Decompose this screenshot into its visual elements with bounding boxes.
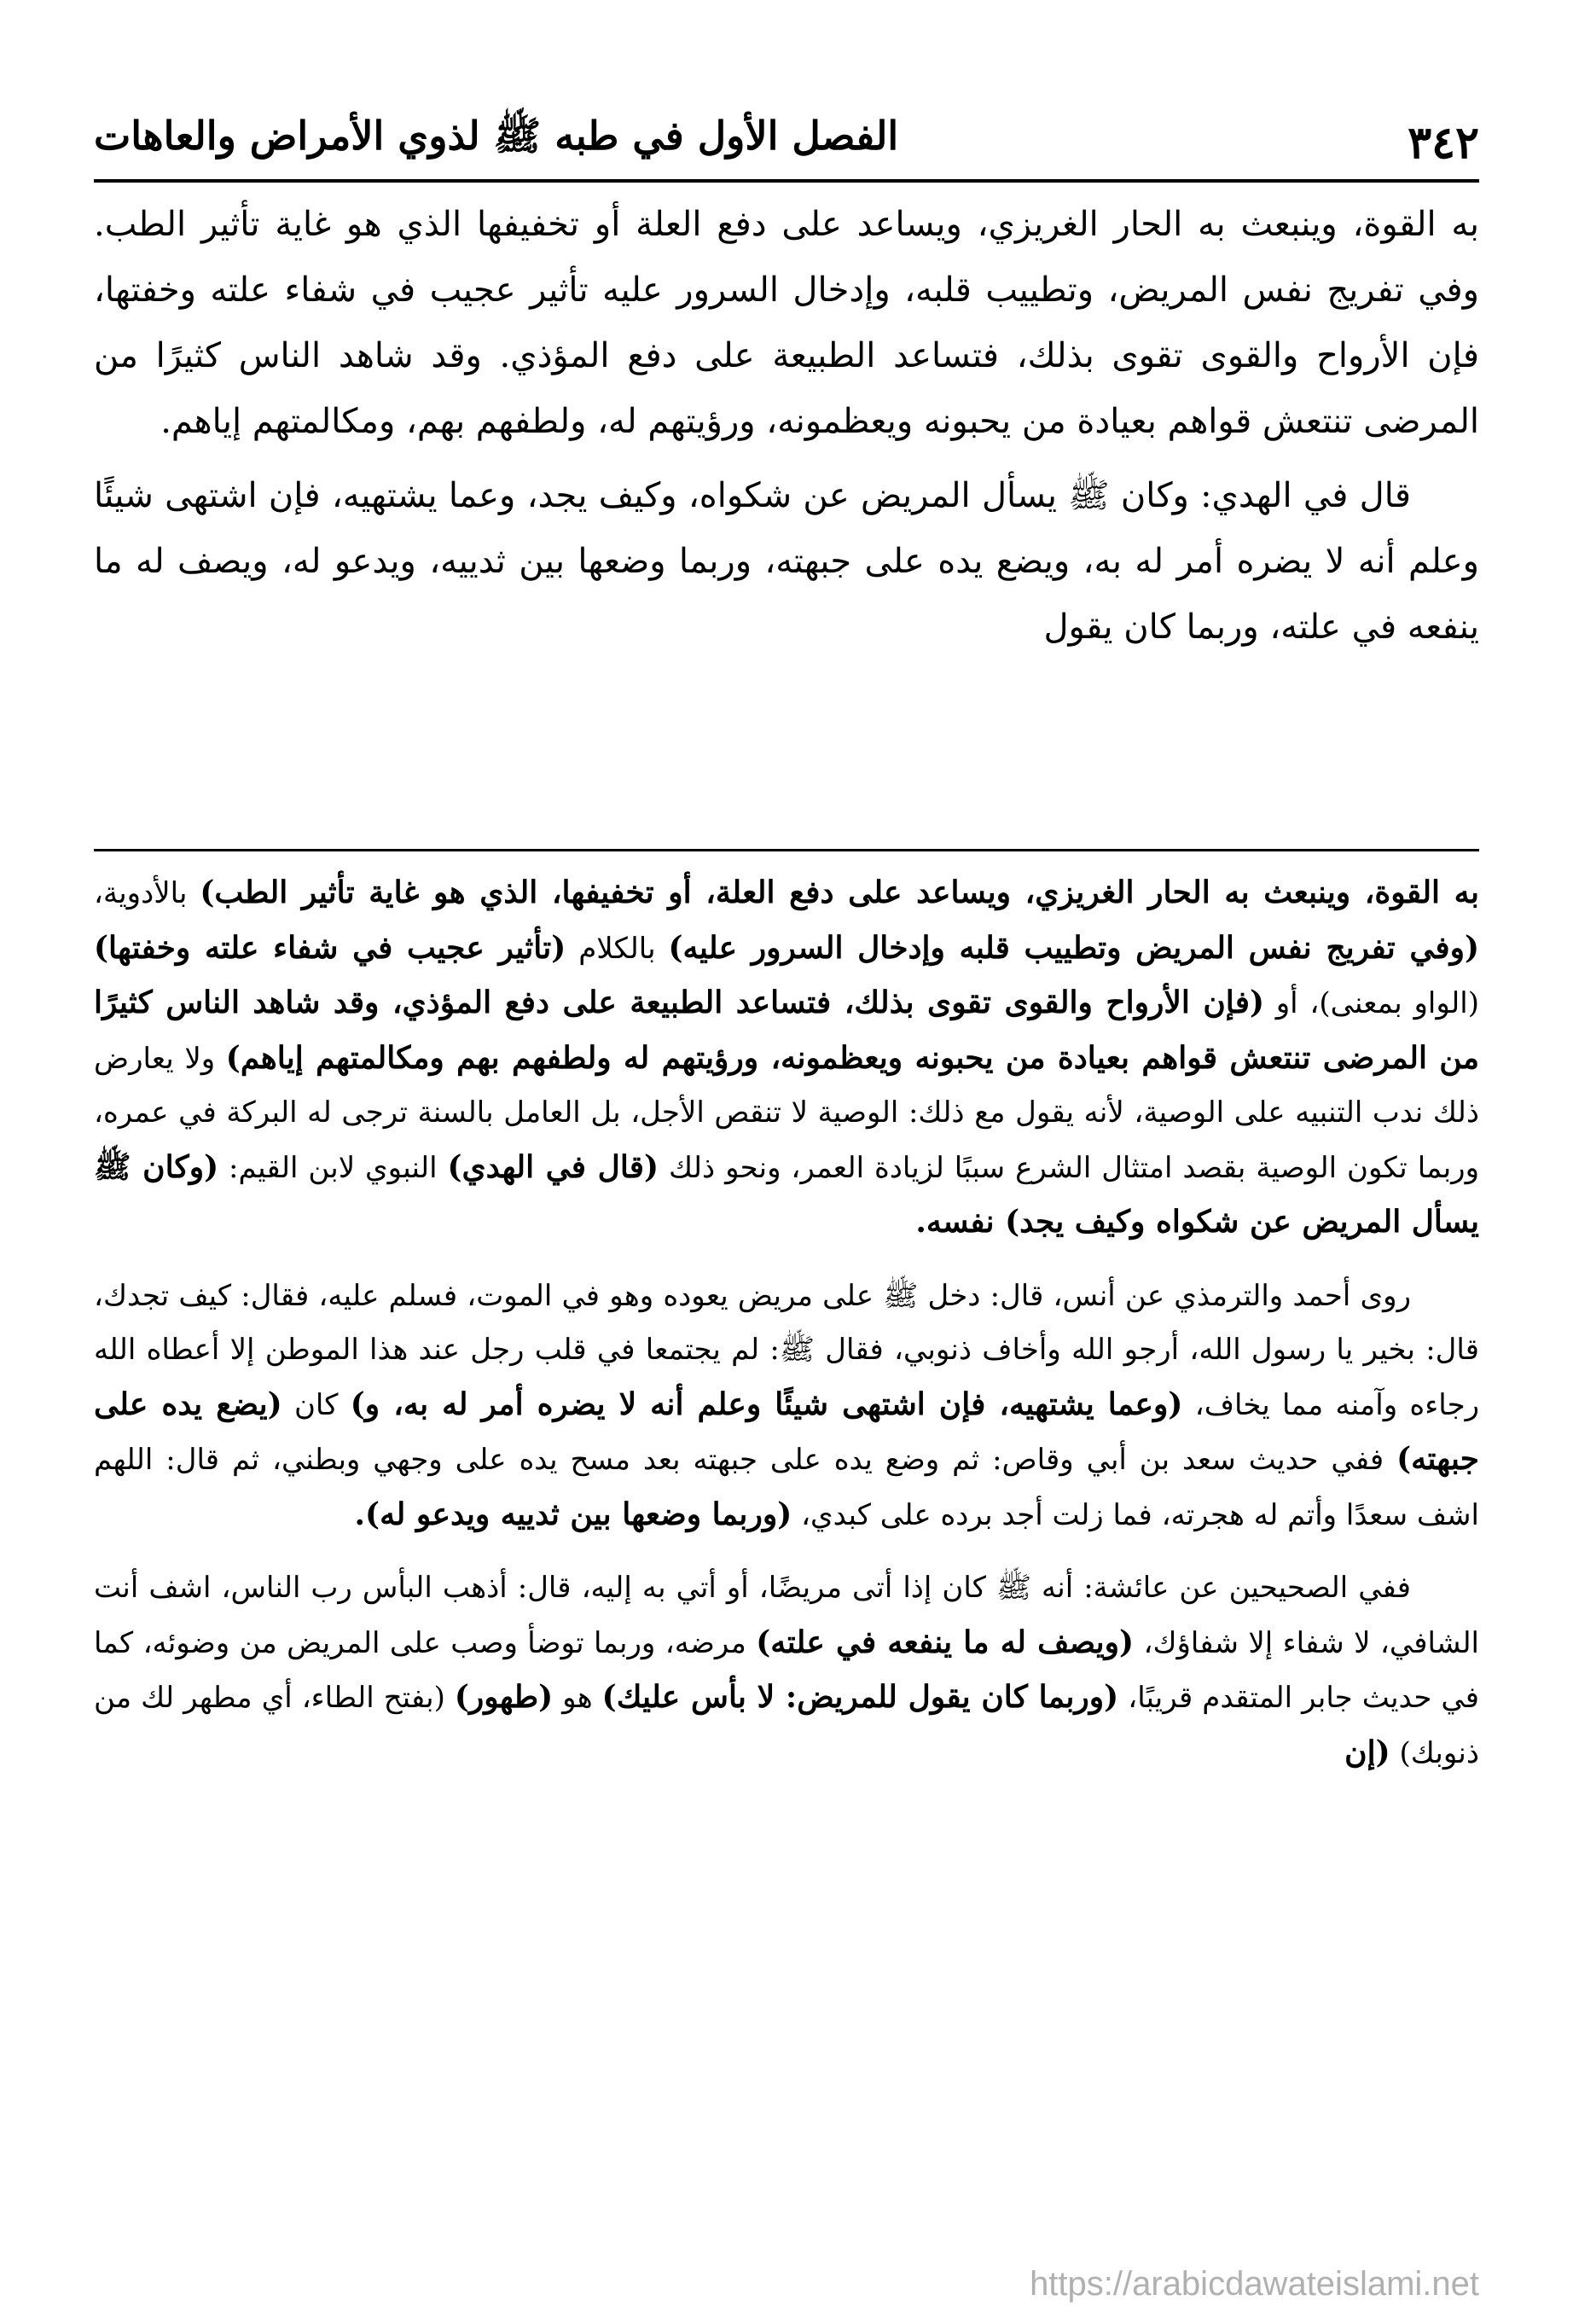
commentary-segment: (الواو بمعنى)، أو [1264,986,1479,1020]
main-text [94,192,1479,660]
page-header [94,101,1479,183]
quoted-matn-segment: (وعما يشتهيه، فإن اشتهى شيئًا وعلم أنه لا يضره أمر له به، و) [350,1386,1183,1422]
footnote-divider [94,849,1479,851]
quoted-matn-segment: نفسه. [915,1204,1006,1240]
commentary-segment: ولا يعارض ذلك ندب التنبيه على الوصية، لأنه يقول مع ذلك: الوصية لا تنقص الأجل، بل العامل بالسنة ترجى له البركة في عمره، وربما تكون الوصية بقصد امتثال الشرع سببًا لزيادة العمر، ونحو ذلك [94,1041,1480,1185]
quoted-matn-segment: (وربما وضعها بين ثدييه ويدعو له). [354,1496,792,1532]
quoted-matn-segment: (إن [1344,1734,1390,1770]
commentary-paragraph-3 [94,1561,1479,1781]
main-paragraph-2: قال في الهدي: وكان ﷺ يسأل المريض عن شكواه، وكيف يجد، وعما يشتهيه، فإن اشتهى شيئًا وعلم أنه لا يضره أمر له به، ويضع يده على جبهته، وربما وضعها بين ثدييه، ويدعو له، ويصف له ما ينفعه في علته، وربما كان يقول [94,476,1479,647]
commentary-paragraph-2 [94,1269,1479,1543]
quoted-matn-segment: (ويصف له ما ينفعه في علته) [756,1624,1135,1660]
commentary-paragraph-1 [94,866,1479,1251]
quoted-matn-segment: (وكان ﷺ يسأل المريض عن شكواه وكيف يجد) [94,1148,1479,1240]
quoted-matn-segment: (فإن الأرواح والقوى تقوى بذلك، فتساعد الطبيعة على دفع المؤذي، وقد شاهد الناس كثيرًا من المرضى تنتعش قواهم بعيادة من يحبونه ويعظمونه، ورؤيتهم له ولطفهم بهم ومكالمتهم إياهم) [94,985,1479,1076]
quoted-matn-segment: (قال في الهدي) [447,1148,659,1185]
quoted-matn-segment: (وفي تفريج نفس المريض وتطييب قلبه وإدخال السرور عليه) [668,929,1479,966]
quoted-matn-segment: (يضع يده على جبهته) [94,1386,1479,1477]
commentary-segment: (بفتح الطاء، أي مطهر لك من ذنوبك) [94,1681,1479,1770]
commentary-segment: بالأدوية، [94,876,200,910]
watermark-url: https://arabicdawateislami.net [1030,2265,1479,2303]
commentary-segment: النبوي لابن القيم: [218,1150,448,1185]
commentary-segment: مرضه، وربما توضأ وصب على المريض من وضوئه، كما في حديث جابر المتقدم قريبًا، [94,1625,1480,1715]
commentary-section [94,866,1479,1781]
main-paragraph-1: به القوة، وينبعث به الحار الغريزي، ويساعد على دفع العلة أو تخفيفها الذي هو غاية تأثير الطب. وفي تفريج نفس المريض، وتطييب قلبه، وإدخال السرور عليه تأثير عجيب في شفاء علته وخفتها، فإن الأرواح والقوى تقوى بذلك، فتساعد الطبيعة على دفع المؤذي. وقد شاهد الناس كثيرًا من المرضى تنتعش قواهم بعيادة من يحبونه ويعظمونه، ورؤيتهم له، ولطفهم بهم، ومكالمتهم إياهم. [94,205,1479,441]
quoted-matn-segment: (طهور) [454,1679,554,1715]
page-number: ٣٤٢ [1408,117,1479,169]
commentary-segment: كان [282,1387,351,1422]
commentary-segment: هو [553,1681,602,1715]
commentary-segment: ففي حديث سعد بن أبي وقاص: ثم وضع يده على جبهته بعد مسح يده على وجهي وبطني، ثم قال: اللهم اشف سعدًا وأتم له هجرته، فما زلت أجد برده على كبدي، [94,1443,1479,1532]
quoted-matn-segment: (تأثير عجيب في شفاء علته وخفتها) [94,929,566,966]
quoted-matn-segment: (وربما كان يقول للمريض: لا بأس عليك) [601,1679,1119,1715]
commentary-segment: روى أحمد والترمذي عن أنس، قال: دخل ﷺ على مريض يعوده وهو في الموت، فسلم عليه، فقال: كيف تجدك، قال: بخير يا رسول الله، أرجو الله وأخاف ذنوبي، فقال ﷺ: لم يجتمعا في قلب رجل عند هذا الموطن إلا أعطاه الله رجاءه وآمنه مما يخاف، [94,1278,1480,1422]
running-title: الفصل الأول في طبه ﷺ لذوي الأمراض والعاهات [94,113,899,159]
commentary-segment: ففي الصحيحين عن عائشة: أنه ﷺ كان إذا أتى مريضًا، أو أتي به إليه، قال: أذهب البأس رب الناس، اشف أنت الشافي، لا شفاء إلا شفاؤك، [94,1571,1479,1660]
commentary-segment: بالكلام [566,931,669,966]
quoted-matn-segment: به القوة، وينبعث به الحار الغريزي، ويساعد على دفع العلة، أو تخفيفها، الذي هو غاية تأثير الطب) [200,874,1480,910]
